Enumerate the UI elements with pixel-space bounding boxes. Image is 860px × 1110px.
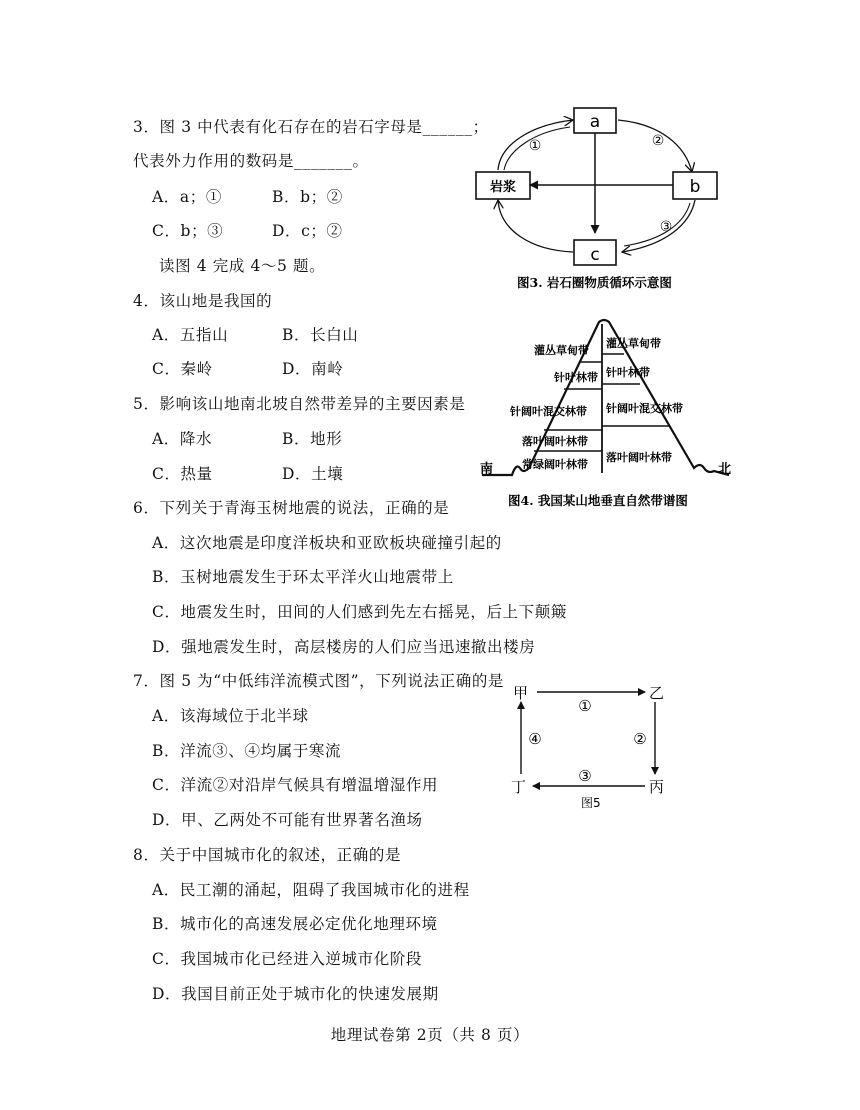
- south-belt-deciduous: 落叶阔叶林带: [522, 435, 588, 448]
- q4-option-c: C．秦岭: [152, 360, 213, 378]
- q3-option-b: B．b；②: [272, 188, 343, 206]
- figure-5-caption: 图5: [581, 796, 601, 810]
- q3-option-a: A．a；①: [152, 188, 222, 206]
- q3-option-d: D．c；②: [272, 222, 343, 240]
- label-current-2: ②: [633, 730, 647, 748]
- q6-option-b: B．玉树地震发生于环太平洋火山地震带上: [152, 568, 454, 586]
- label-process-2: ②: [651, 133, 665, 149]
- q6-option-d: D．强地震发生时，高层楼房的人们应当迅速撤出楼房: [152, 638, 536, 656]
- label-jia: 甲: [513, 684, 529, 702]
- south-belt-evergreen: 常绿阔叶林带: [522, 458, 588, 471]
- label-process-3: ③: [659, 219, 673, 235]
- q7-option-a: A．该海域位于北半球: [152, 707, 309, 725]
- figure-5-ocean-currents: [505, 678, 675, 813]
- q3-option-c: C．b；③: [152, 222, 224, 240]
- q6-stem: 6．下列关于青海玉树地震的说法，正确的是: [133, 499, 450, 517]
- q4-option-d: D．南岭: [282, 360, 344, 378]
- page-footer: 地理试卷第 2页（共 8 页）: [330, 1026, 530, 1044]
- q6-option-a: A．这次地震是印度洋板块和亚欧板块碰撞引起的: [152, 534, 502, 552]
- figure-3-rock-cycle: [470, 100, 730, 300]
- q4-stem: 4．该山地是我国的: [133, 292, 273, 310]
- q8-option-c: C．我国城市化已经进入逆城市化阶段: [152, 950, 423, 968]
- q8-option-a: A．民工潮的涌起，阻碍了我国城市化的进程: [152, 881, 470, 899]
- q7-option-c: C．洋流②对沿岸气候具有增温增湿作用: [152, 776, 439, 794]
- label-current-3: ③: [578, 767, 592, 785]
- label-process-1: ①: [528, 138, 542, 154]
- label-c: c: [590, 245, 600, 265]
- north-belt-mixed: 针阔叶混交林带: [606, 402, 683, 415]
- q4-option-a: A．五指山: [152, 326, 229, 344]
- north-belt-coniferous: 针叶林带: [606, 366, 650, 379]
- label-north: 北: [718, 462, 732, 477]
- q5-option-c: C．热量: [152, 465, 213, 483]
- label-magma: 岩浆: [489, 180, 517, 195]
- label-current-1: ①: [578, 697, 592, 715]
- north-belt-shrub-meadow: 灌丛草甸带: [606, 337, 661, 350]
- label-bing: 丙: [649, 778, 665, 796]
- south-belt-coniferous: 针叶林带: [554, 371, 598, 384]
- q7-option-d: D．甲、乙两处不可能有世界著名渔场: [152, 811, 423, 829]
- figure-4-vertical-zonation: [474, 318, 736, 518]
- q8-option-d: D．我国目前正处于城市化的快速发展期: [152, 985, 439, 1003]
- q5-option-b: B．地形: [282, 430, 343, 448]
- q8-stem: 8．关于中国城市化的叙述，正确的是: [133, 846, 402, 864]
- label-b: b: [689, 177, 701, 197]
- q8-option-b: B．城市化的高速发展必定优化地理环境: [152, 915, 438, 933]
- q7-stem: 7．图 5 为“中低纬洋流模式图”，下列说法正确的是: [133, 672, 505, 690]
- q6-option-c: C．地震发生时，田间的人们感到先左右摇晃，后上下颠簸: [152, 603, 567, 621]
- q5-stem: 5．影响该山地南北坡自然带差异的主要因素是: [133, 395, 466, 413]
- label-ding: 丁: [511, 778, 527, 796]
- q7-option-b: B．洋流③、④均属于寒流: [152, 742, 342, 760]
- arrow-b-to-c-double: [624, 203, 690, 246]
- q3-stem-line1: 3．图 3 中代表有化石存在的岩石字母是______；: [133, 118, 489, 136]
- q4-option-b: B．长白山: [282, 326, 359, 344]
- label-current-4: ④: [528, 730, 542, 748]
- figure-3-caption: 图3. 岩石圈物质循环示意图: [517, 275, 672, 290]
- north-belt-deciduous: 落叶阔叶林带: [606, 451, 672, 464]
- arrow-c-to-magma: [498, 200, 573, 252]
- south-belt-shrub-meadow: 灌丛草甸带: [534, 344, 589, 357]
- read-instruction: 读图 4 完成 4～5 题。: [159, 257, 326, 275]
- q5-option-d: D．土壤: [282, 465, 344, 483]
- label-a: a: [589, 112, 601, 132]
- label-yi: 乙: [649, 684, 665, 702]
- figure-4-caption: 图4. 我国某山地垂直自然带谱图: [508, 493, 688, 508]
- south-belt-mixed: 针阔叶混交林带: [510, 405, 587, 418]
- label-south: 南: [480, 462, 494, 477]
- q5-option-a: A．降水: [152, 430, 213, 448]
- q3-stem-line2: 代表外力作用的数码是_______。: [133, 152, 369, 170]
